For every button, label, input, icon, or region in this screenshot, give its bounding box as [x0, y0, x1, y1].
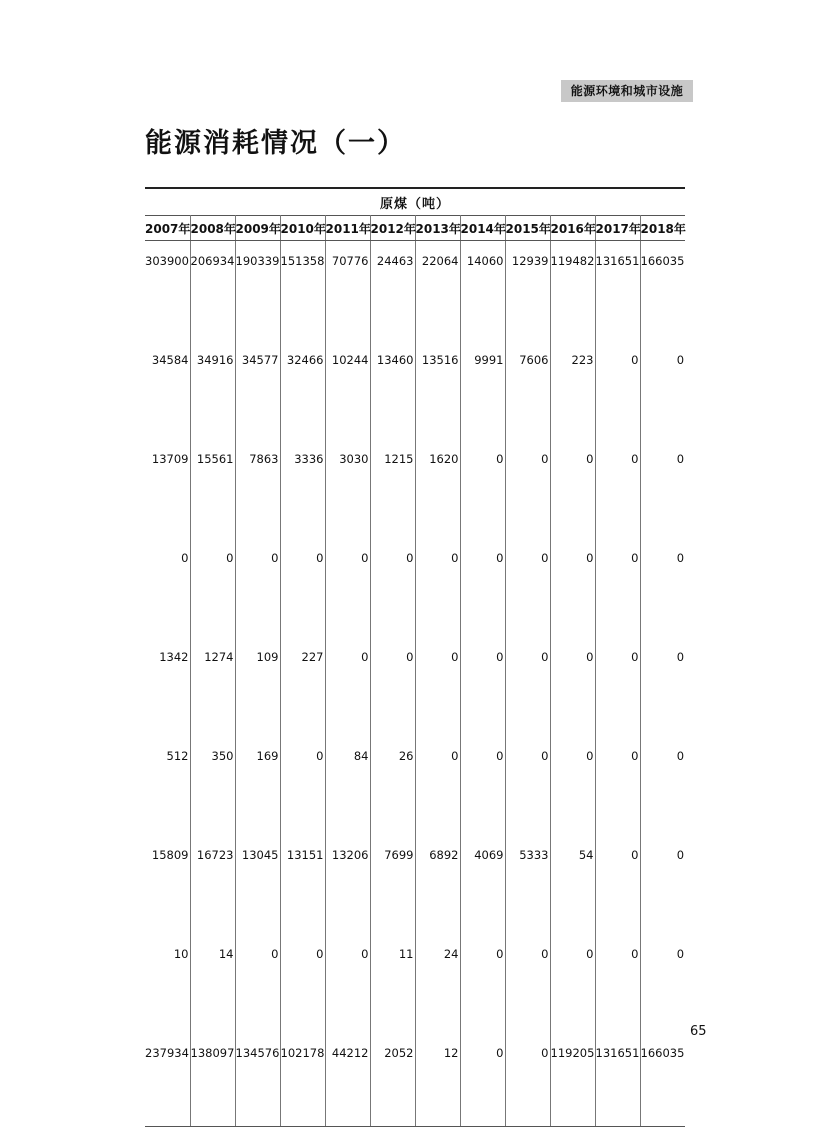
table-cell: 0 [460, 540, 505, 639]
year-header-cell: 2010年 [280, 216, 325, 241]
table-cell: 119205 [550, 1035, 595, 1127]
table-cell: 151358 [280, 241, 325, 343]
table-cell: 0 [505, 1035, 550, 1127]
year-header-cell: 2018年 [640, 216, 685, 241]
table-row [145, 936, 685, 1035]
table-cell: 0 [505, 540, 550, 639]
table-cell: 0 [595, 837, 640, 936]
table-cell: 166035 [640, 1035, 685, 1127]
table-cell: 166035 [640, 254, 685, 268]
table-cell: 190339 [235, 241, 280, 343]
year-header-cell: 2011年 [325, 216, 370, 241]
table-cell: 15809 [145, 837, 190, 936]
table-body [145, 241, 685, 1127]
year-header-row [145, 216, 685, 241]
table-cell: 7606 [505, 342, 550, 441]
table-cell: 0 [325, 639, 370, 738]
table-cell: 223 [550, 342, 595, 441]
table-row [145, 837, 685, 936]
table-cell: 1274 [190, 639, 235, 738]
year-header-cell: 2008年 [190, 216, 235, 241]
table-cell: 131651 [595, 241, 640, 343]
table-cell: 34577 [235, 342, 280, 441]
table-cell: 138097 [190, 1035, 235, 1127]
table-cell: 0 [325, 540, 370, 639]
table-row [145, 738, 685, 837]
table-cell: 16723 [190, 837, 235, 936]
table-cell: 1342 [145, 639, 190, 738]
table-cell: 2052 [370, 1035, 415, 1127]
table-cell: 0 [676, 650, 685, 664]
table-cell: 0 [595, 639, 640, 738]
table-cell: 0 [676, 452, 685, 466]
table-cell: 3336 [280, 441, 325, 540]
table-cell: 0 [595, 540, 640, 639]
table-cell: 0 [415, 639, 460, 738]
table-cell: 0 [280, 540, 325, 639]
table-cell: 44212 [325, 1035, 370, 1127]
table-cell: 169 [235, 738, 280, 837]
year-header-cell: 2017年 [595, 216, 640, 241]
table-cell: 237934 [145, 1035, 190, 1127]
table-cell: 0 [550, 441, 595, 540]
table-cell: 0 [460, 936, 505, 1035]
table-row [145, 441, 685, 540]
table-cell: 0 [280, 738, 325, 837]
table-cell: 1620 [415, 441, 460, 540]
section-tag: 能源环境和城市设施 [561, 80, 693, 102]
table-row [145, 342, 685, 441]
table-cell: 13206 [325, 837, 370, 936]
table-cell: 4069 [460, 837, 505, 936]
table-cell: 11 [370, 936, 415, 1035]
table-cell: 0 [676, 551, 685, 565]
table-cell: 0 [676, 848, 685, 862]
year-header-cell: 2015年 [505, 216, 550, 241]
table-cell: 3030 [325, 441, 370, 540]
table-cell: 15561 [190, 441, 235, 540]
table-cell: 0 [595, 738, 640, 837]
group-header: 原煤（吨） [145, 188, 685, 216]
table-cell: 24 [415, 936, 460, 1035]
table-cell: 206934 [190, 241, 235, 343]
table-cell: 13460 [370, 342, 415, 441]
page-title: 能源消耗情况（一） [145, 128, 406, 159]
data-table [145, 187, 685, 1127]
table-cell: 0 [280, 936, 325, 1035]
table-cell: 32466 [280, 342, 325, 441]
table-cell: 0 [190, 540, 235, 639]
table-cell: 512 [145, 738, 190, 837]
table-cell: 0 [370, 540, 415, 639]
group-header-row [145, 188, 685, 216]
table-cell: 84 [325, 738, 370, 837]
year-header-cell: 2016年 [550, 216, 595, 241]
table-row [145, 241, 685, 343]
table-cell: 0 [550, 540, 595, 639]
table-cell: 134576 [235, 1035, 280, 1127]
table-cell: 0 [595, 936, 640, 1035]
table-cell: 0 [550, 639, 595, 738]
table-cell: 22064 [415, 241, 460, 343]
table-cell: 12939 [505, 241, 550, 343]
table-cell: 0 [505, 639, 550, 738]
table-row [145, 639, 685, 738]
table-cell: 13045 [235, 837, 280, 936]
table-cell: 1215 [370, 441, 415, 540]
table-cell: 0 [460, 639, 505, 738]
table-cell: 0 [460, 1035, 505, 1127]
table-cell: 10 [145, 936, 190, 1035]
table-cell: 13709 [145, 441, 190, 540]
table-cell: 0 [235, 540, 280, 639]
table-cell: 0 [550, 738, 595, 837]
table-cell: 12 [415, 1035, 460, 1127]
table-cell: 0 [550, 936, 595, 1035]
year-header-cell: 2009年 [235, 216, 280, 241]
table-cell: 34916 [190, 342, 235, 441]
table-cell: 0 [676, 749, 685, 763]
table-cell: 0 [595, 441, 640, 540]
table-cell: 0 [415, 738, 460, 837]
table-cell: 10244 [325, 342, 370, 441]
page-number: 65 [690, 1024, 707, 1039]
table-cell: 227 [280, 639, 325, 738]
table-cell: 34584 [145, 342, 190, 441]
year-header-cell: 2013年 [415, 216, 460, 241]
table-cell: 26 [370, 738, 415, 837]
table-cell: 6892 [415, 837, 460, 936]
table-cell: 0 [325, 936, 370, 1035]
table-cell: 131651 [595, 1035, 640, 1127]
table-cell: 14 [190, 936, 235, 1035]
table-cell: 109 [235, 639, 280, 738]
table-row [145, 540, 685, 639]
table-cell: 119482 [550, 241, 595, 343]
table-cell: 0 [235, 936, 280, 1035]
table-cell: 13151 [280, 837, 325, 936]
table-cell: 0 [676, 947, 685, 961]
table-cell: 9991 [460, 342, 505, 441]
data-table-container [145, 187, 685, 1127]
table-cell: 0 [460, 738, 505, 837]
table-cell: 0 [415, 540, 460, 639]
table-cell: 303900 [145, 241, 190, 343]
table-cell: 7863 [235, 441, 280, 540]
table-cell: 54 [550, 837, 595, 936]
table-cell: 7699 [370, 837, 415, 936]
table-cell: 0 [505, 936, 550, 1035]
table-cell: 0 [370, 639, 415, 738]
year-header-cell: 2012年 [370, 216, 415, 241]
table-cell: 0 [505, 441, 550, 540]
table-cell: 24463 [370, 241, 415, 343]
table-cell: 102178 [280, 1035, 325, 1127]
table-cell: 0 [676, 353, 685, 367]
year-header-cell: 2007年 [145, 216, 190, 241]
table-cell: 13516 [415, 342, 460, 441]
year-header-cell: 2014年 [460, 216, 505, 241]
table-cell: 0 [505, 738, 550, 837]
table-cell: 0 [145, 540, 190, 639]
table-cell: 5333 [505, 837, 550, 936]
table-cell: 350 [190, 738, 235, 837]
table-cell: 0 [595, 342, 640, 441]
table-cell: 0 [460, 441, 505, 540]
table-cell: 14060 [460, 241, 505, 343]
table-cell: 70776 [325, 241, 370, 343]
table-row [145, 1035, 685, 1127]
